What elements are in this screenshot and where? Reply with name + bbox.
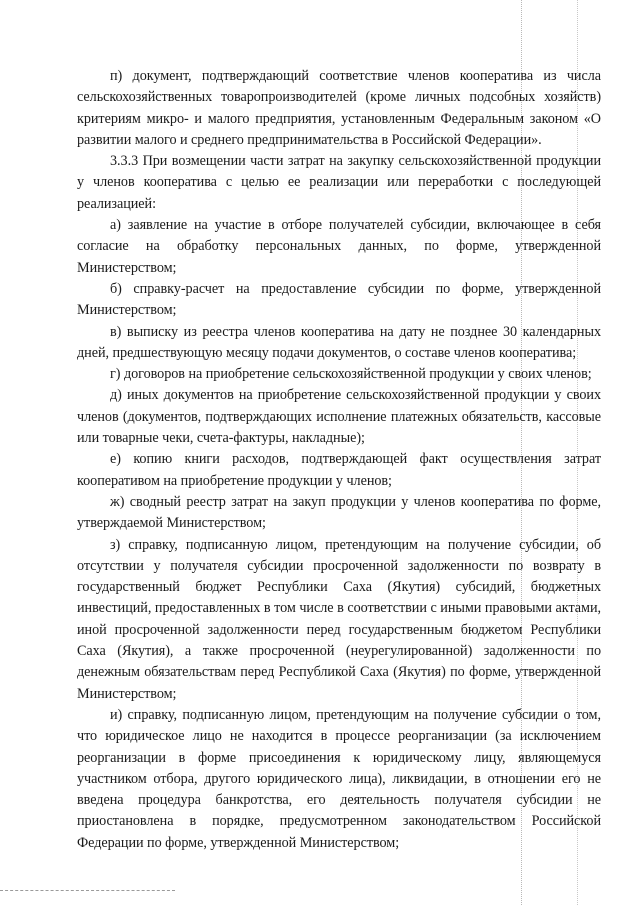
paragraph-b-calculation: б) справку-расчет на предоставление субсидии по форме, утвержденной Министерством; (77, 280, 601, 319)
document-body (77, 66, 601, 854)
paragraph-i-reorganization-certificate: и) справку, подписанную лицом, претендующим на получение субсидии о том, что юридическое лицо не находится в процессе реорганизации (за исключением реорганизации в форме присоединения к юридическому лицу, являющемуся участником отбора, другого юридического лица), ликвидации, в отношении его не введена процедура банкротства, его деятельность получателя субсидии не приостановлена в порядке, предусмотренном законодательством Российской Федерации по форме, утвержденной Министерством; (77, 706, 601, 851)
scan-bottom-edge (0, 890, 175, 891)
paragraph-e-expense-book: е) копию книги расходов, подтверждающей факт осуществления затрат кооперативом на приобретение продукции у членов; (77, 451, 601, 489)
paragraph-zh-cost-register: ж) сводный реестр затрат на закуп продукции у членов кооператива по форме, утверждаемой Министерством; (77, 493, 601, 532)
paragraph-d-other-documents: д) иных документов на приобретение сельскохозяйственной продукции у своих членов (документов, подтверждающих исполнение платежных обязательств, кассовые или товарные чеки, счета-фактуры, накладные); (77, 387, 601, 447)
paragraph-z-debt-certificate: з) справку, подписанную лицом, претендующим на получение субсидии, об отсутствии у получателя субсидии просроченной задолженности по возврату в государственный бюджет Республики Саха (Якутия) субсидий, бюджетных инвестиций, предоставленных в том числе в соответствии с иными правовыми актами, иной просроченной задолженности перед государственным бюджетом Республики Саха (Якутия), а также просроченной (неурегулированной) задолженности по денежным обязательствам перед Республикой Саха (Якутия) по форме, утвержденной Министерством; (77, 536, 601, 702)
paragraph-a-application: а) заявление на участие в отборе получателей субсидии, включающее в себя согласие на обработку персональных данных, по форме, утвержденной Министерством; (77, 217, 601, 276)
paragraph-3-3-3: 3.3.3 При возмещении части затрат на закупку сельскохозяйственной продукции у членов кооператива с целью ее реализации или переработки с последующей реализацией: (77, 153, 601, 212)
paragraph-g-contracts: г) договоров на приобретение сельскохозяйственной продукции у своих членов; (110, 366, 592, 383)
paragraph-v-registry-extract: в) выписку из реестра членов кооператива на дату не позднее 30 календарных дней, предшествующую месяцу подачи документов, о составе членов кооператива; (77, 323, 601, 361)
paragraph-p-document: п) документ, подтверждающий соответствие членов кооператива из числа сельскохозяйственных товаропроизводителей (кроме личных подсобных хозяйств) критериям микро- и малого предприятия, установленным Федеральным законом «О развитии малого и среднего предпринимательства в Российской Федерации». (77, 68, 601, 148)
